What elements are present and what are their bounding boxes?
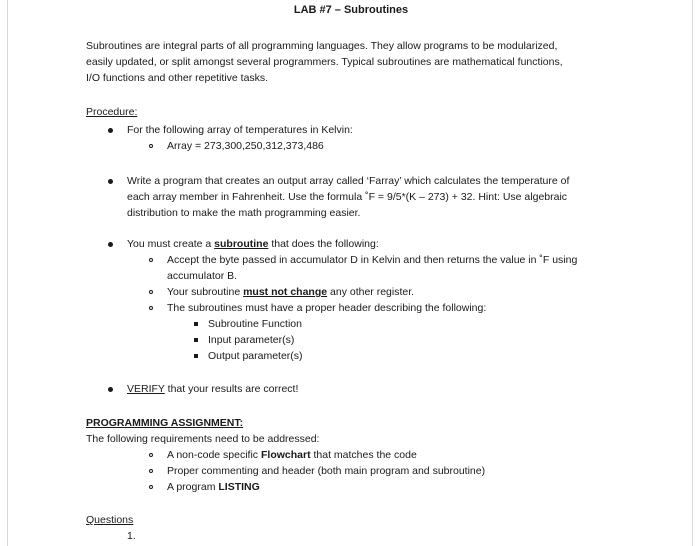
intro-line-1: Subroutines are integral parts of all programming languages. They allow programs to be modularized, xyxy=(86,40,558,52)
circle-bullet-icon xyxy=(149,144,153,148)
verify-keyword: VERIFY xyxy=(127,383,165,395)
array-values: Array = 273,300,250,312,373,486 xyxy=(167,140,324,152)
subitem-1-line-2: accumulator B. xyxy=(167,270,238,282)
square-bullet-icon xyxy=(194,338,198,342)
assignment-intro: The following requirements need to be addressed: xyxy=(86,433,320,445)
requirement-1: A non-code specific Flowchart that matches the code xyxy=(167,449,417,461)
circle-bullet-icon xyxy=(149,258,153,262)
listing-keyword: LISTING xyxy=(218,481,260,493)
flowchart-keyword: Flowchart xyxy=(260,449,311,461)
subitem-2: Your subroutine must not change any other register. xyxy=(167,286,415,298)
procedure-item-1: For the following array of temperatures in Kelvin: xyxy=(127,124,353,136)
must-not-change-keyword: must not change xyxy=(243,286,328,298)
requirement-3: A program LISTING xyxy=(167,481,260,493)
subitem-1-line-1: Accept the byte passed in accumulator D in Kelvin and then returns the value in ˚F using xyxy=(167,254,578,266)
intro-line-3: I/O functions and other repetitive tasks. xyxy=(86,72,269,84)
procedure-heading: Procedure: xyxy=(86,106,138,118)
header-item-2: Input parameter(s) xyxy=(208,334,295,346)
procedure-item-3: You must create a subroutine that does the following: xyxy=(127,238,379,250)
subitem-3: The subroutines must have a proper header describing the following: xyxy=(167,302,487,314)
intro-line-2: easily updated, or split amongst several programmers. Typical subroutines are mathematical functions, xyxy=(86,56,563,68)
header-item-1: Subroutine Function xyxy=(208,318,302,330)
circle-bullet-icon xyxy=(149,469,153,473)
requirement-2: Proper commenting and header (both main program and subroutine) xyxy=(167,465,486,477)
page-title: LAB #7 – Subroutines xyxy=(293,4,409,16)
header-item-3: Output parameter(s) xyxy=(208,350,303,362)
procedure-item-2-line-1: Write a program that creates an output array called ‘Farray’ which calculates the temperature of xyxy=(127,175,570,187)
procedure-item-4: VERIFY that your results are correct! xyxy=(127,383,299,395)
document-page xyxy=(7,0,693,546)
procedure-item-2-line-3: distribution to make the math programming easier. xyxy=(127,207,361,219)
circle-bullet-icon xyxy=(149,290,153,294)
square-bullet-icon xyxy=(194,354,198,358)
circle-bullet-icon xyxy=(149,453,153,457)
subroutine-keyword: subroutine xyxy=(214,238,269,250)
circle-bullet-icon xyxy=(149,306,153,310)
procedure-item-2-line-2: each array member in Fahrenheit. Use the formula ˚F = 9/5*(K – 273) + 32. Hint: Use algebraic xyxy=(127,191,568,203)
circle-bullet-icon xyxy=(149,485,153,489)
questions-heading: Questions xyxy=(86,514,134,526)
bullet-icon xyxy=(108,128,113,133)
square-bullet-icon xyxy=(194,322,198,326)
bullet-icon xyxy=(108,242,113,247)
bullet-icon xyxy=(108,179,113,184)
bullet-icon xyxy=(108,387,113,392)
assignment-heading: PROGRAMMING ASSIGNMENT: xyxy=(86,417,244,429)
question-1-number: 1. xyxy=(127,530,136,542)
